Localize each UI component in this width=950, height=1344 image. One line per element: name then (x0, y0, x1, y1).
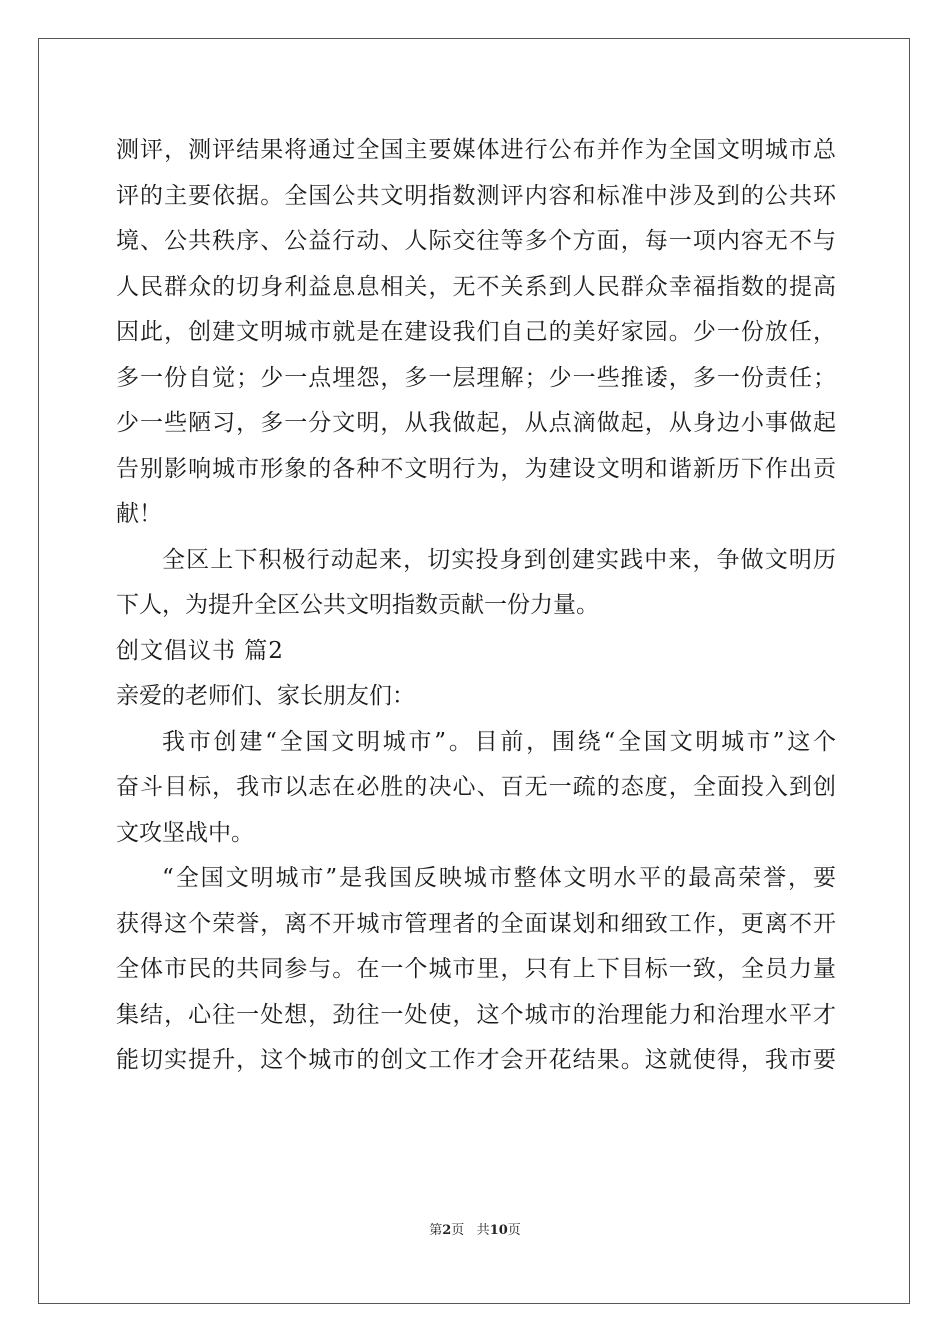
paragraph-first-line: “全国文明城市”是我国反映城市整体文明水平的最高荣誉，要 (162, 865, 836, 891)
page-prefix: 第 (429, 1223, 443, 1238)
paragraph-first-line: 我市创建“全国文明城市”。目前，围绕“全国文明城市”这个 (162, 728, 836, 755)
page-footer (0, 1219, 950, 1238)
text-line: 下人，为提升全区公共文明指数贡献一份力量。 (116, 592, 599, 618)
text-line: 因此，创建文明城市就是在建设我们自己的美好家园。少一份放任， (116, 319, 836, 345)
paragraph-first-line: 全区上下积极行动起来，切实投身到创建实践中来，争做文明历 (162, 546, 836, 573)
page-suffix: 页 (451, 1223, 465, 1238)
total-pages: 10 (489, 1223, 508, 1238)
text-line: 集结，心往一处想，劲往一处使，这个城市的治理能力和治理水平才 (116, 1001, 836, 1028)
text-line: 告别影响城市形象的各种不文明行为，为建设文明和谐新历下作出贡 (116, 455, 836, 482)
page-number: 2 (442, 1223, 452, 1238)
text-line: 获得这个荣誉，离不开城市管理者的全面谋划和细致工作，更离不开 (116, 910, 836, 937)
text-line: 测评，测评结果将通过全国主要媒体进行公布并作为全国文明城市总 (116, 137, 836, 163)
text-line: 能切实提升，这个城市的创文工作才会开花结果。这就使得，我市要 (116, 1047, 836, 1073)
salutation: 亲爱的老师们、家长朋友们： (116, 683, 415, 709)
text-line: 人民群众的切身利益息息相关，无不关系到人民群众幸福指数的提高 (116, 273, 836, 300)
text-line: 多一份自觉；少一点埋怨，多一层理解；少一些推诿，多一份责任； (116, 364, 836, 391)
text-line: 少一些陋习，多一分文明，从我做起，从点滴做起，从身边小事做起 (116, 410, 836, 436)
text-line: 献！ (116, 501, 162, 527)
section-heading: 创文倡议书 篇2 (116, 637, 284, 664)
text-line: 境、公共秩序、公益行动、人际交往等多个方面，每一项内容无不与 (116, 228, 836, 254)
text-line: 奋斗目标，我市以志在必胜的决心、百无一疏的态度，全面投入到创 (116, 774, 836, 800)
document-body (116, 128, 836, 1084)
text-line: 评的主要依据。全国公共文明指数测评内容和标准中涉及到的公共环 (116, 182, 836, 209)
text-line: 全体市民的共同参与。在一个城市里，只有上下目标一致，全员力量 (116, 956, 836, 982)
text-line: 文攻坚战中。 (116, 819, 254, 846)
total-suffix: 页 (507, 1223, 521, 1238)
total-prefix: 共 (476, 1223, 490, 1238)
